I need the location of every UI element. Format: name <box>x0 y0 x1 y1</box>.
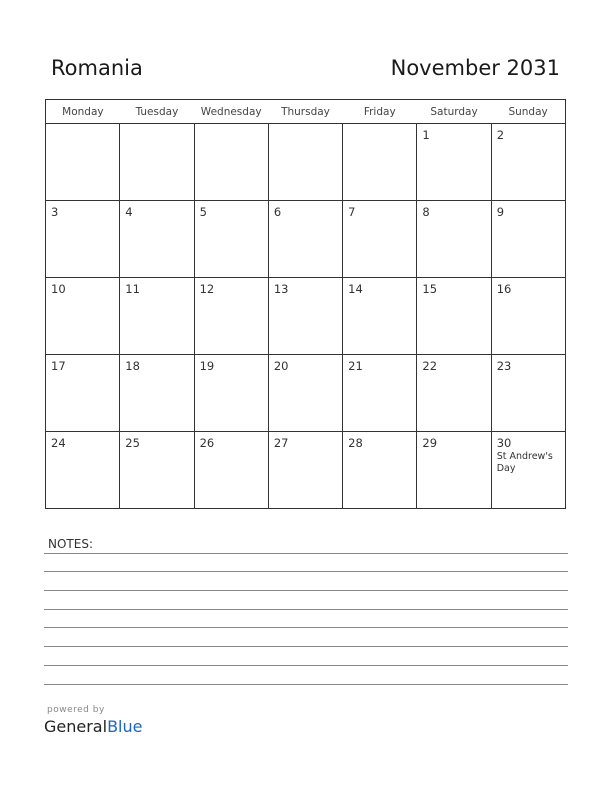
day-number: 12 <box>199 282 215 296</box>
day-number: 24 <box>51 436 66 450</box>
week-row <box>46 355 566 432</box>
day-cell[interactable] <box>120 278 194 355</box>
weekday-header: Wednesday <box>194 100 268 124</box>
day-cell[interactable] <box>46 355 120 432</box>
week-row <box>46 201 566 278</box>
day-cell[interactable] <box>46 278 120 355</box>
day-cell[interactable] <box>491 124 565 201</box>
day-cell[interactable] <box>491 355 565 432</box>
notes-label: NOTES: <box>48 537 93 551</box>
day-cell[interactable] <box>417 124 491 201</box>
week-row <box>46 124 566 201</box>
calendar-grid <box>45 99 566 509</box>
day-number: 3 <box>51 205 59 219</box>
day-number <box>343 124 416 128</box>
day-number <box>269 124 342 128</box>
day-cell[interactable] <box>194 278 268 355</box>
weekday-header-row <box>46 100 566 124</box>
day-cell[interactable] <box>46 124 120 201</box>
day-number: 30 <box>496 436 512 450</box>
note-line <box>44 665 568 666</box>
day-cell[interactable] <box>120 355 194 432</box>
weekday-header: Saturday <box>417 100 491 124</box>
day-number: 18 <box>125 359 140 373</box>
day-cell[interactable] <box>491 278 565 355</box>
note-line <box>44 590 568 591</box>
day-number: 25 <box>125 436 140 450</box>
day-cell[interactable] <box>194 355 268 432</box>
month-year-title: November 2031 <box>390 56 560 80</box>
day-number: 4 <box>125 205 133 219</box>
day-number: 19 <box>199 359 215 373</box>
day-cell[interactable] <box>120 124 194 201</box>
day-cell[interactable] <box>343 201 417 278</box>
day-cell[interactable] <box>491 432 565 509</box>
day-number <box>120 124 193 128</box>
week-row <box>46 278 566 355</box>
day-number: 14 <box>348 282 363 296</box>
country-title: Romania <box>51 56 143 80</box>
brand-blue: Blue <box>107 717 143 736</box>
day-number: 16 <box>496 282 512 296</box>
note-line <box>44 609 568 610</box>
day-number: 29 <box>422 436 438 450</box>
day-number: 20 <box>273 359 289 373</box>
day-cell[interactable] <box>268 201 342 278</box>
day-cell[interactable] <box>194 201 268 278</box>
day-number: 22 <box>422 359 438 373</box>
note-line <box>44 646 568 647</box>
day-number: 21 <box>348 359 363 373</box>
note-line <box>44 571 568 572</box>
day-number: 23 <box>496 359 512 373</box>
day-cell[interactable] <box>268 432 342 509</box>
day-cell[interactable] <box>417 201 491 278</box>
day-number: 1 <box>422 128 430 142</box>
day-number: 28 <box>348 436 363 450</box>
day-cell[interactable] <box>120 432 194 509</box>
weekday-header: Monday <box>46 100 120 124</box>
day-number: 15 <box>422 282 438 296</box>
day-cell[interactable] <box>417 278 491 355</box>
day-number: 10 <box>51 282 66 296</box>
day-cell[interactable] <box>268 355 342 432</box>
day-number: 26 <box>199 436 215 450</box>
day-number: 5 <box>199 205 207 219</box>
day-cell[interactable] <box>46 201 120 278</box>
day-number: 13 <box>273 282 289 296</box>
day-cell[interactable] <box>268 278 342 355</box>
generalblue-logo[interactable] <box>44 717 142 736</box>
day-cell[interactable] <box>194 432 268 509</box>
note-line <box>44 553 568 554</box>
day-cell[interactable] <box>343 278 417 355</box>
weekday-header: Sunday <box>491 100 565 124</box>
day-cell[interactable] <box>343 355 417 432</box>
day-number: 9 <box>496 205 505 219</box>
holiday-label: St Andrew's Day <box>496 451 553 474</box>
weekday-header: Tuesday <box>120 100 194 124</box>
day-number: 7 <box>348 205 356 219</box>
week-row <box>46 432 566 509</box>
weekday-header: Thursday <box>268 100 342 124</box>
day-number <box>195 124 268 128</box>
day-cell[interactable] <box>343 432 417 509</box>
day-number: 8 <box>422 205 430 219</box>
day-cell[interactable] <box>343 124 417 201</box>
powered-by-text: powered by <box>47 705 105 715</box>
day-cell[interactable] <box>46 432 120 509</box>
day-number: 2 <box>496 128 505 142</box>
day-number: 17 <box>51 359 66 373</box>
day-cell[interactable] <box>120 201 194 278</box>
day-number: 6 <box>273 205 282 219</box>
day-cell[interactable] <box>268 124 342 201</box>
day-number <box>46 124 119 128</box>
day-cell[interactable] <box>417 432 491 509</box>
day-number: 27 <box>273 436 289 450</box>
day-cell[interactable] <box>417 355 491 432</box>
day-number: 11 <box>125 282 140 296</box>
weekday-header: Friday <box>343 100 417 124</box>
day-cell[interactable] <box>491 201 565 278</box>
note-line <box>44 684 568 685</box>
brand-general: General <box>44 717 108 736</box>
note-line <box>44 627 568 628</box>
day-cell[interactable] <box>194 124 268 201</box>
